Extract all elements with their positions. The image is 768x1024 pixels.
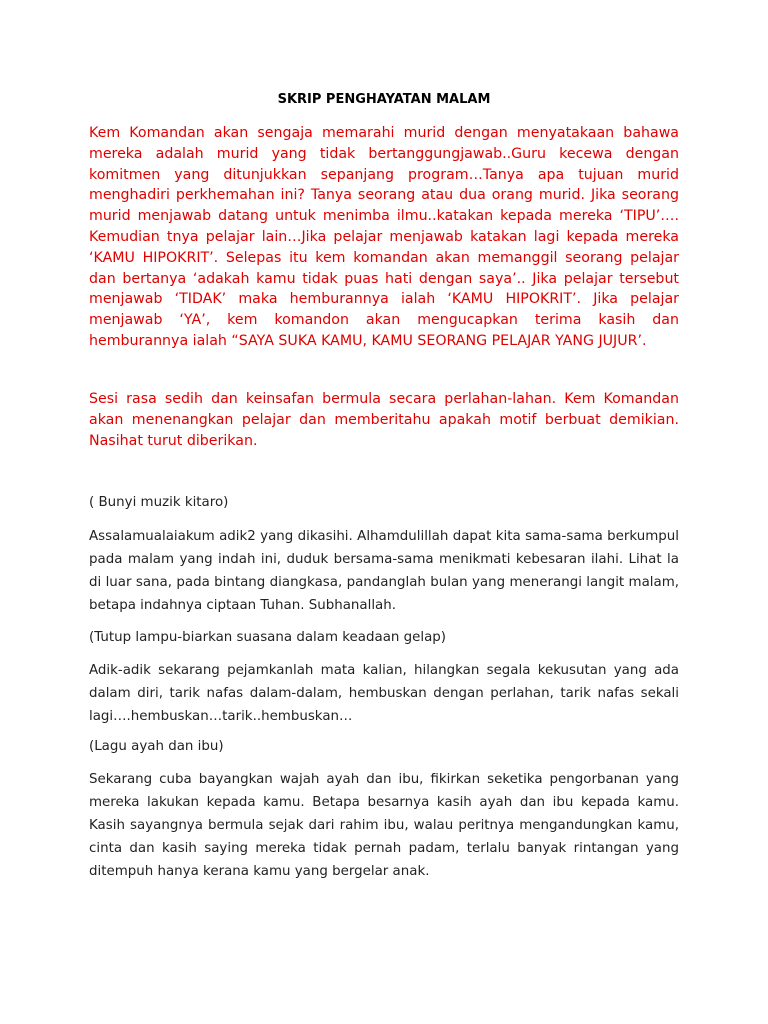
stage-direction-lights: (Tutup lampu-biarkan suasana dalam keadaan gelap) xyxy=(89,630,447,645)
instruction-paragraph-1: Kem Komandan akan sengaja memarahi murid dengan menyatakaan bahawa mereka adalah murid yang tidak bertanggungjawab..Guru kecewa dengan komitmen yang ditunjukkan sepanjang program…Tanya apa tujuan murid menghadiri perkhemahan ini? Tanya seorang atau dua orang murid. Jika seorang murid menjawab datang untuk menimba ilmu..katakan kepada mereka ‘TIPU’…. Kemudian tnya pelajar lain…Jika pelajar menjawab katakan lagi kepada mereka ‘KAMU HIPOKRIT’. Selepas itu kem komandan akan memanggil seorang pelajar dan bertanya ‘adakah kamu tidak puas hati dengan saya’.. Jika pelajar tersebut menjawab ‘TIDAK’ maka hemburannya ialah ‘KAMU HIPOKRIT’. Jika pelajar menjawab ‘YA’, kem komandon akan mengucapkan terima kasih dan hemburannya ialah “SAYA SUKA KAMU, KAMU SEORANG PELAJAR YANG JUJUR’. xyxy=(89,125,679,349)
stage-direction-music: ( Bunyi muzik kitaro) xyxy=(89,495,229,510)
document-title: SKRIP PENGHAYATAN MALAM xyxy=(277,92,491,107)
script-paragraph-greeting: Assalamualaiakum adik2 yang dikasihi. Alhamdulillah dapat kita sama-sama berkumpul pada malam yang indah ini, duduk bersama-sama menikmati kebesaran ilahi. Lihat la di luar sana, pada bintang diangkasa, pandanglah bulan yang menerangi langit malam, betapa indahnya ciptaan Tuhan. Subhanallah. xyxy=(89,529,679,613)
stage-direction-song: (Lagu ayah dan ibu) xyxy=(89,739,224,754)
script-paragraph-breathing: Adik-adik sekarang pejamkanlah mata kalian, hilangkan segala kekusutan yang ada dalam diri, tarik nafas dalam-dalam, hembuskan dengan perlahan, tarik nafas sekali lagi….hembuskan…tarik..hembuskan… xyxy=(89,663,679,724)
instruction-paragraph-2: Sesi rasa sedih dan keinsafan bermula secara perlahan-lahan. Kem Komandan akan menenangkan pelajar dan memberitahu apakah motif berbuat demikian. Nasihat turut diberikan. xyxy=(89,391,679,449)
script-paragraph-parents: Sekarang cuba bayangkan wajah ayah dan ibu, fikirkan seketika pengorbanan yang mereka lakukan kepada kamu. Betapa besarnya kasih ayah dan ibu kepada kamu. Kasih sayangnya bermula sejak dari rahim ibu, walau peritnya mengandungkan kamu, cinta dan kasih saying mereka tidak pernah padam, terlalu banyak rintangan yang ditempuh hanya kerana kamu yang bergelar anak. xyxy=(89,772,679,879)
